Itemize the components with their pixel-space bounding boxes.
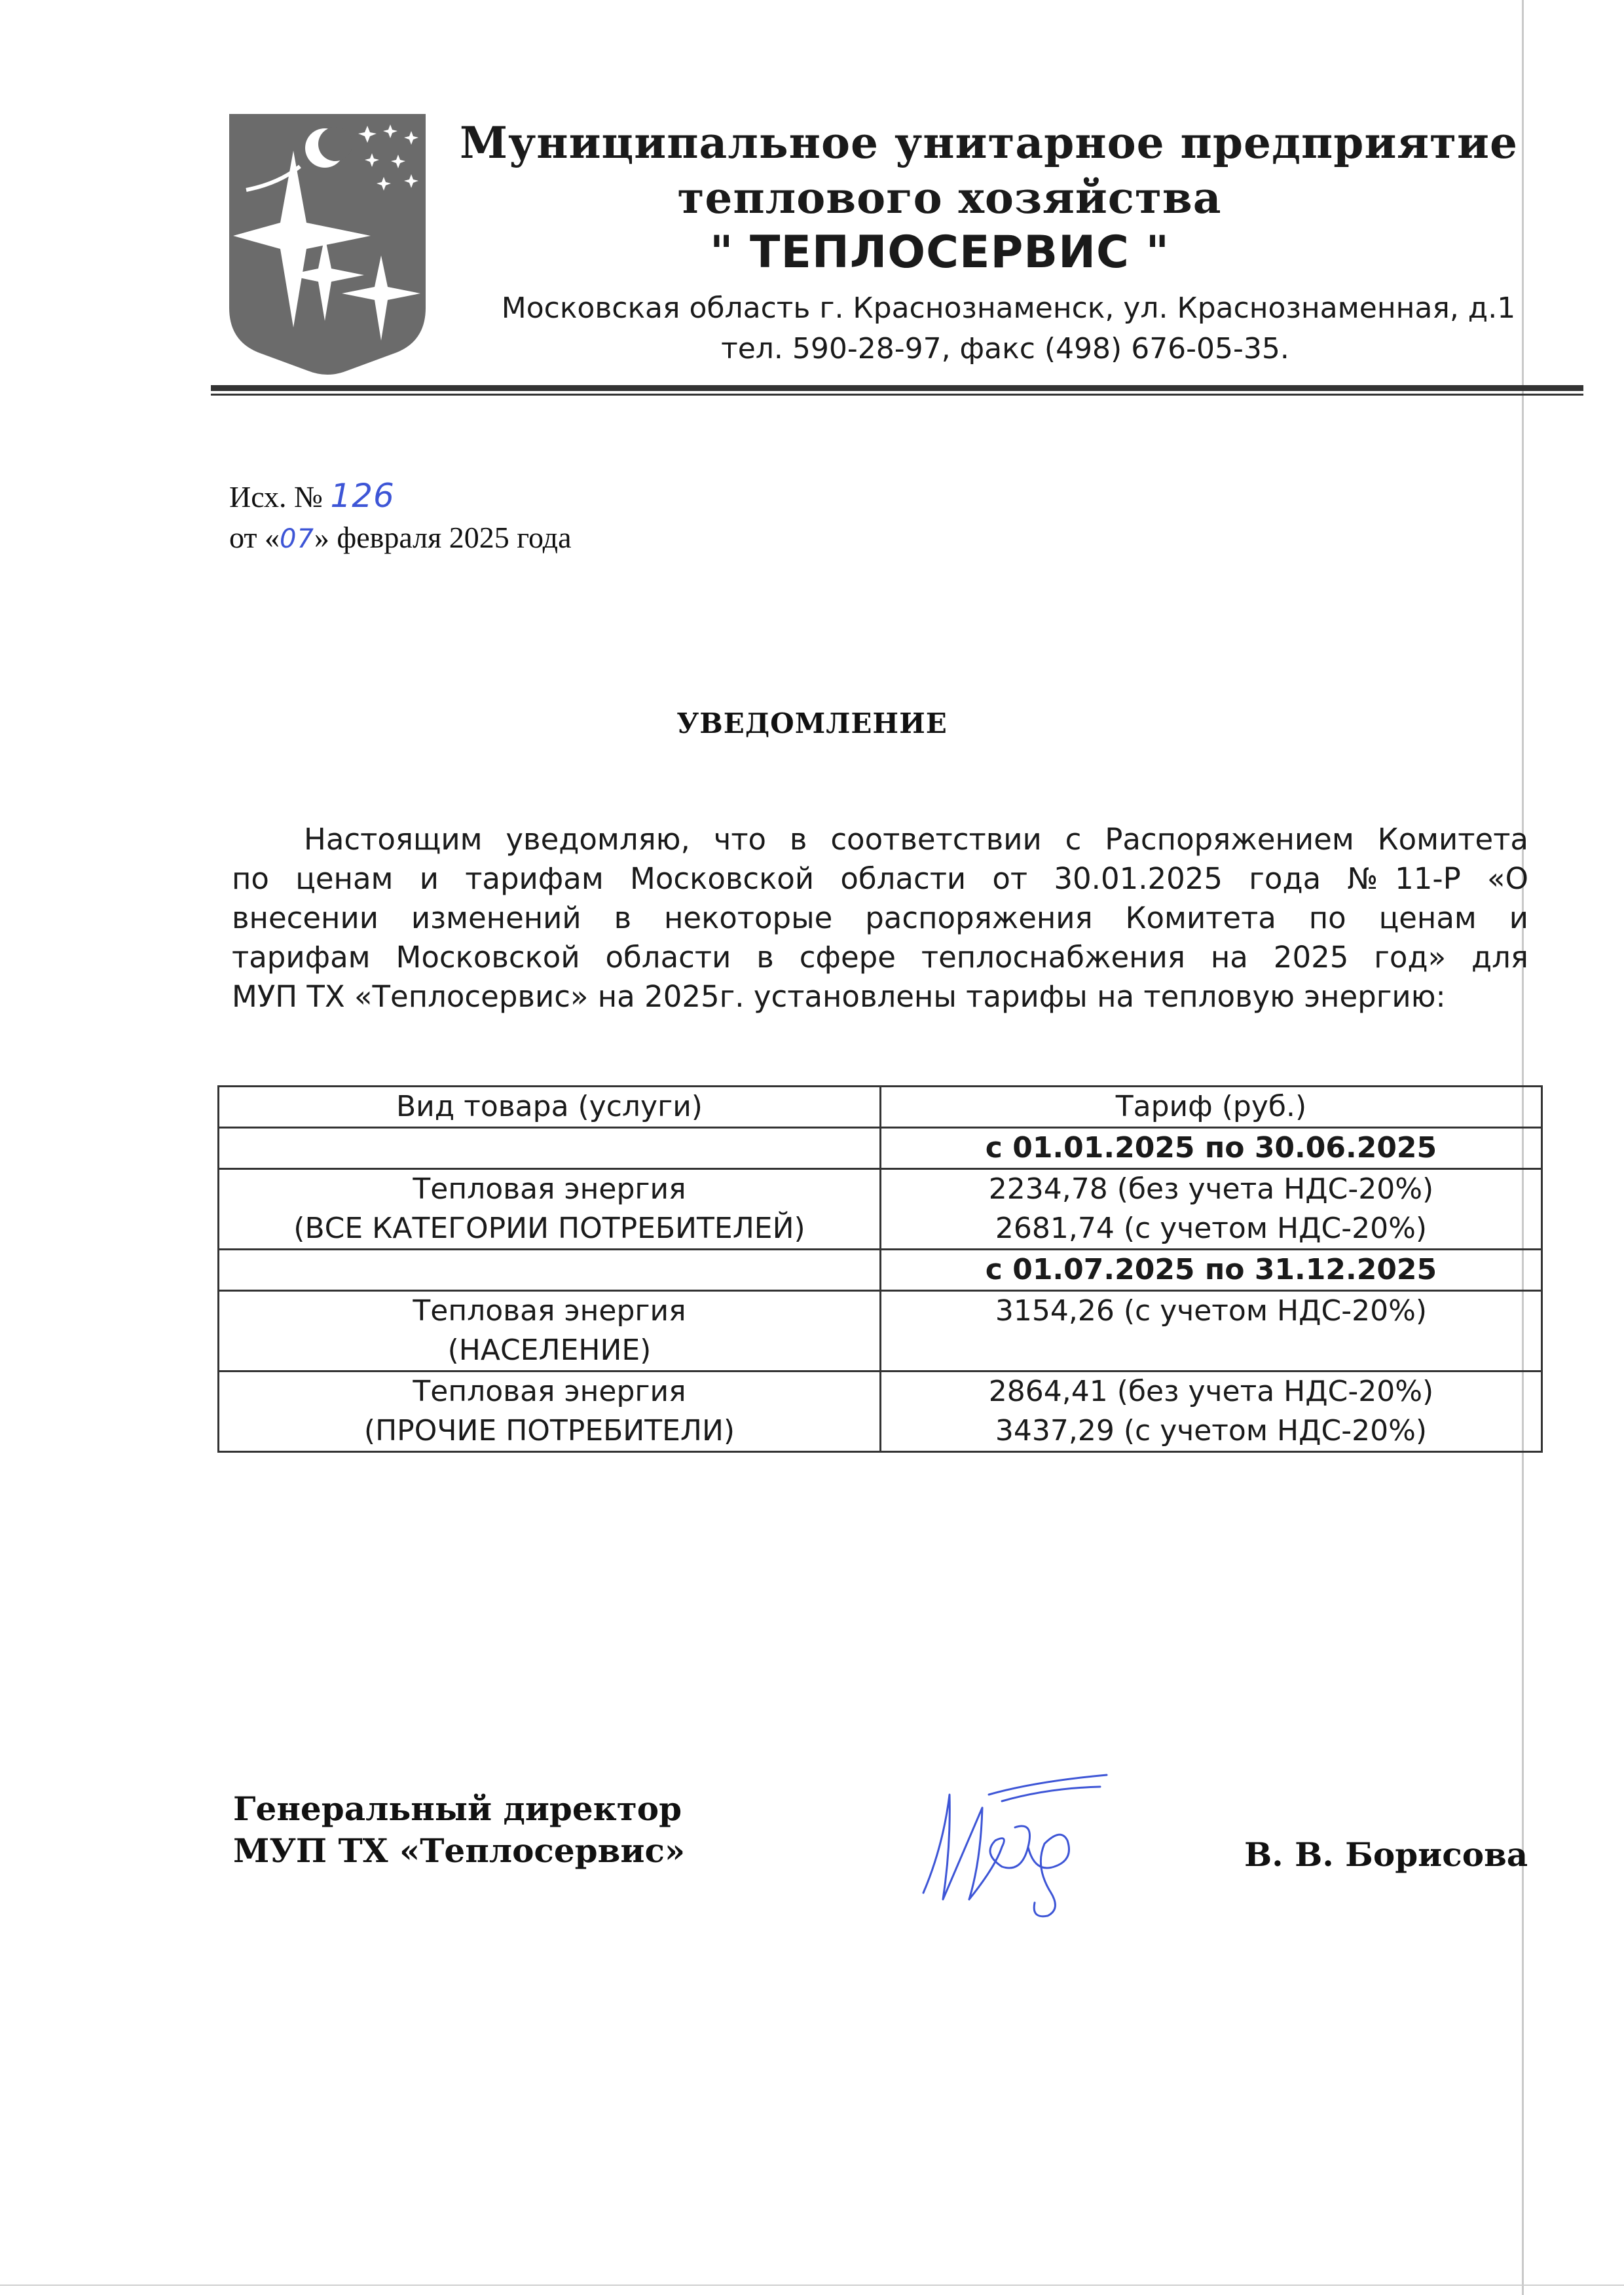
header-service-type: Вид товара (услуги) [219,1087,881,1128]
tariff-with-vat: 2681,74 (с учетом НДС-20%) [995,1212,1428,1245]
service-name: Тепловая энергия [413,1294,686,1328]
letterhead-rule [211,385,1583,391]
outgoing-number-handwritten: 126 [330,477,395,515]
service-name: Тепловая энергия [413,1375,686,1408]
date-suffix: » февраля 2025 года [314,521,572,554]
tariff-without-vat: 2234,78 (без учета НДС-20%) [988,1172,1434,1206]
outgoing-number-row [229,476,572,517]
coat-of-arms-stars-icon [227,111,428,380]
outgoing-date-row [229,517,572,559]
tariff-with-vat: 3154,26 (с учетом НДС-20%) [995,1294,1428,1328]
table-row [219,1169,1542,1250]
date-prefix: от « [229,521,280,554]
paragraph-line: внесении изменений в некоторые распоряжения Комитета по ценам и [232,901,1528,935]
consumer-category: (ВСЕ КАТЕГОРИИ ПОТРЕБИТЕЛЕЙ) [293,1212,805,1245]
date-day-handwritten: 07 [280,524,314,554]
table-header-row [219,1087,1542,1128]
tariff-cell [880,1291,1541,1371]
header-tariff: Тариф (руб.) [880,1087,1541,1128]
signatory-organization: МУП ТХ «Теплосервис» [233,1831,686,1870]
paragraph-line: МУП ТХ «Теплосервис» на 2025г. установлены тарифы на тепловую энергию: [232,979,1446,1014]
service-cell [219,1291,881,1371]
consumer-category: (НАСЕЛЕНИЕ) [447,1334,652,1367]
signatory-name: В. В. Борисова [1244,1835,1528,1874]
consumer-category: (ПРОЧИЕ ПОТРЕБИТЕЛИ) [363,1414,735,1447]
service-name: Тепловая энергия [413,1172,686,1206]
paragraph-line: по ценам и тарифам Московской области от 30.01.2025 года №11-Р «О [232,861,1528,896]
period-cell: с 01.01.2025 по 30.06.2025 [880,1128,1541,1169]
outgoing-reference [229,476,572,559]
tariff-table [217,1085,1543,1453]
signatory-title [233,1788,685,1872]
signatory-position: Генеральный директор [233,1789,682,1828]
paragraph-line: тарифам Московской области в сфере теплоснабжения на 2025 год» для [232,940,1528,975]
notice-paragraph [232,820,1528,1017]
tariff-cell [880,1169,1541,1250]
handwritten-signature [904,1768,1113,1919]
service-cell [219,1371,881,1452]
address-line: Московская область г. Краснознаменск, ул. Краснознаменная, д.1 [501,291,1516,325]
tariff-cell [880,1371,1541,1452]
table-row [219,1371,1542,1452]
table-period-row [219,1250,1542,1291]
org-name-line2: теплового хозяйства [677,172,1222,223]
period-empty-cell [219,1250,881,1291]
table-row [219,1291,1542,1371]
org-name-line1: Муниципальное унитарное предприятие [459,117,1519,168]
tariff-without-vat: 2864,41 (без учета НДС-20%) [988,1375,1434,1408]
outgoing-number-label: Исх. № [229,480,323,513]
tariff-with-vat: 3437,29 (с учетом НДС-20%) [995,1414,1428,1447]
table-period-row [219,1128,1542,1169]
service-cell [219,1169,881,1250]
period-cell: с 01.07.2025 по 31.12.2025 [880,1250,1541,1291]
scan-edge-line-bottom [0,2285,1624,2286]
contacts-line: тел. 590-28-97, факс (498) 676-05-35. [721,332,1289,365]
paragraph-line: Настоящим уведомляю, что в соответствии с Распоряжением Комитета [304,822,1528,857]
letterhead-rule-thin [211,394,1583,396]
document-heading: УВЕДОМЛЕНИЕ [676,707,948,739]
organization-address [419,288,1572,369]
period-empty-cell [219,1128,881,1169]
org-name-line3: " ТЕПЛОСЕРВИС " [709,227,1170,278]
organization-name [419,115,1559,280]
